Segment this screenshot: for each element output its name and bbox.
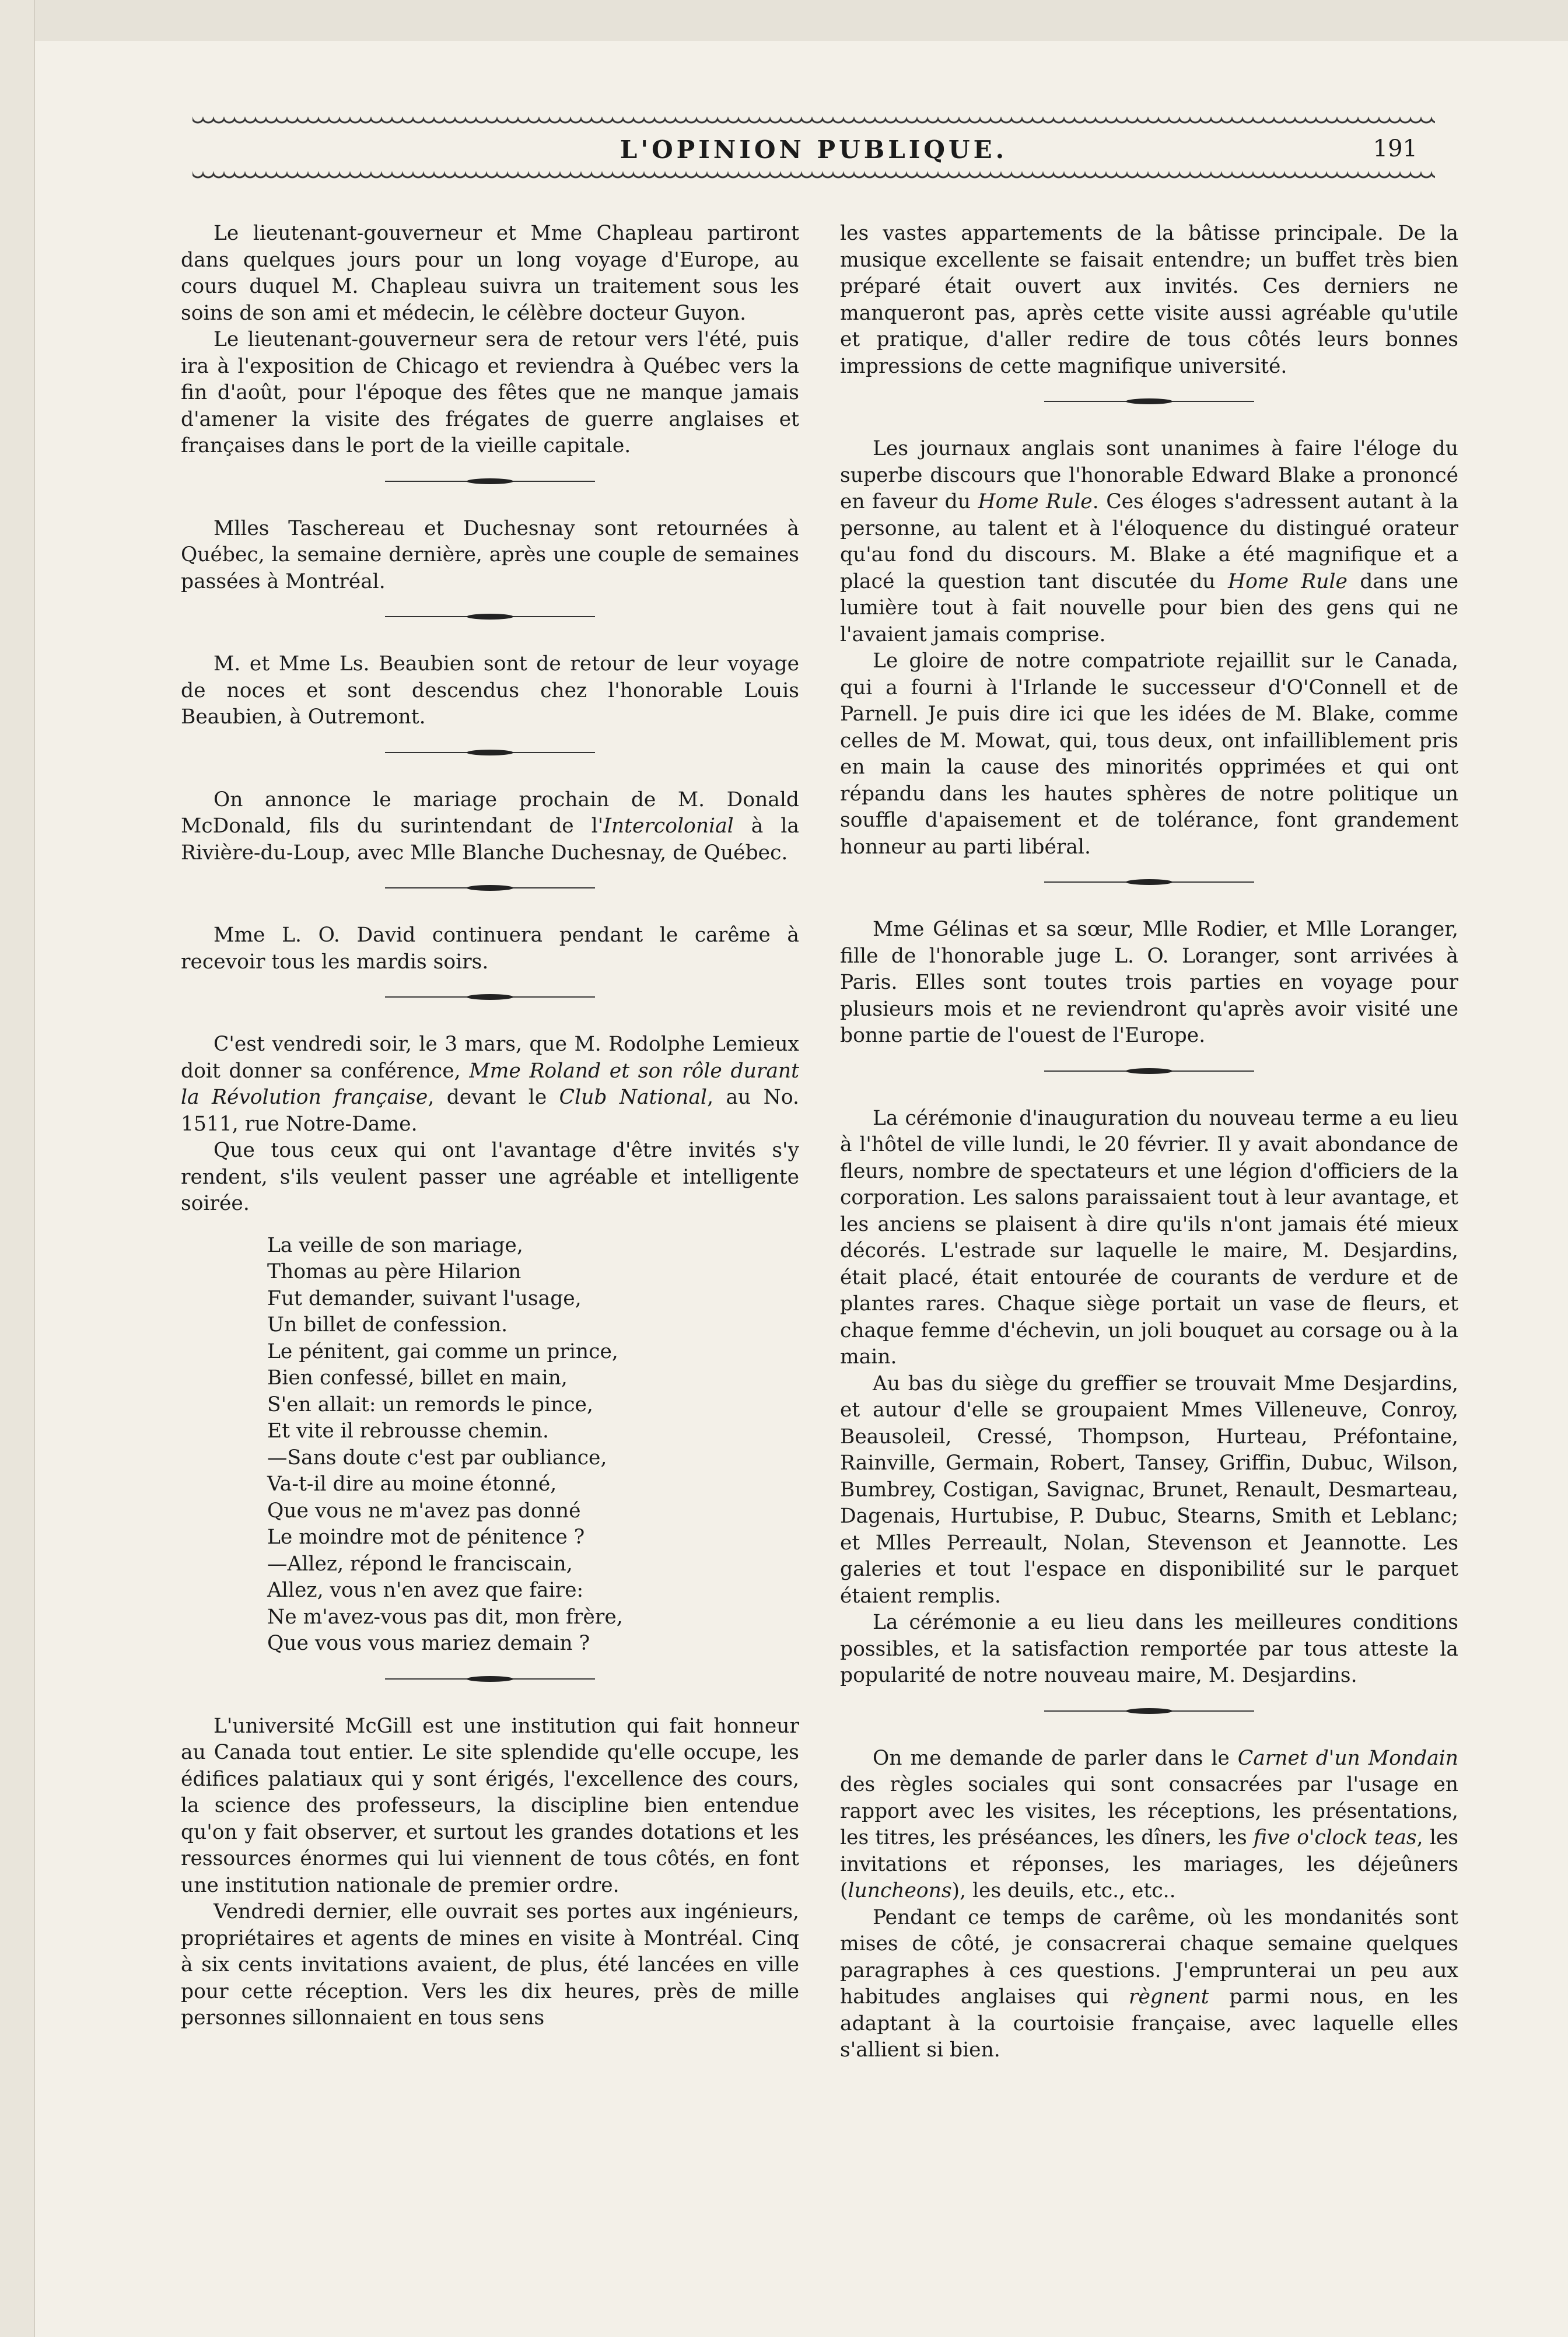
paragraph-mcgill-reception: Vendredi dernier, elle ouvrait ses portes aux ingénieurs, propriétaires et agents de mines en visite à Montréal. Cinq à six cents invitations avaient, de plus, été lancées en ville pour cette réception. Vers les dix heures, près de mille personnes sillonnaient en tous sens xyxy=(181,1900,799,2030)
paragraph-greffier: Au bas du siège du greffier se trouvait Mme Desjardins, et autour d'elle se groupaient Mmes Villeneuve, Conroy, Beausoleil, Cressé, Thompson, Hurteau, Préfontaine, Rainville, Germain, Robert, Tansey, Griffin, Dubuc, Wilson, Bumbrey, Costigan, Savignac, Brunet, Renault, Desmarteau, Dagenais, Hurtubise, P. Dubuc, Stearns, Smith et Leblanc; et Mlles Perreault, Nolan, Stevenson et Jeannotte. Les galeries et tout l'espace en disponibilité sur le parquet étaient remplis. xyxy=(840,1372,1458,1608)
paragraph-mcgill-suite: les vastes appartements de la bâtisse principale. De la musique excellente se faisait entendre; un buffet très bien préparé était ouvert aux invités. Ces derniers ne manqueront pas, après cette visite aussi agréable qu'utile et pratique, d'aller redire de tous côtés leurs bonnes impressions de cette magnifique université. xyxy=(840,222,1458,378)
poem-line: Allez, vous n'en avez que faire: xyxy=(267,1579,584,1602)
poem-line: Que vous ne m'avez pas donné xyxy=(267,1499,581,1523)
poem xyxy=(267,1233,799,1657)
poem-line: Bien confessé, billet en main, xyxy=(267,1366,568,1390)
paragraph-beaubien: M. et Mme Ls. Beaubien sont de retour de leur voyage de noces et sont descendus chez l'honorable Louis Beaubien, à Outremont. xyxy=(181,652,799,729)
paragraph-gelinas: Mme Gélinas et sa sœur, Mlle Rodier, et Mlle Loranger, fille de l'honorable juge L. O. Loranger, sont arrivées à Paris. Elles sont toutes trois parties en voyage pour plusieurs mois et ne reviendront qu'après avoir visité une bonne partie de l'ouest de l'Europe. xyxy=(840,918,1458,1047)
paragraph-mcgill: L'université McGill est une institution qui fait honneur au Canada tout entier. Le site splendide qu'elle occupe, les édifices palatiaux qui y sont érigés, l'excellence des cours, la science des professeurs, la discipline bien entendue qu'on y fait observer, et surtout les grandes dotations et les ressources énormes qui lui viennent de tous côtés, en font une institution nationale de premier ordre. xyxy=(181,1714,799,1897)
page-top-edge xyxy=(0,0,1568,41)
page-number: 191 xyxy=(1373,135,1418,162)
binding-margin xyxy=(0,0,35,2337)
right-column xyxy=(840,221,1458,2064)
section-separator xyxy=(1044,1066,1254,1076)
poem-line: Le pénitent, gai comme un prince, xyxy=(267,1339,618,1363)
header-bottom-rule xyxy=(192,172,1435,182)
paragraph-lemieux: C'est vendredi soir, le 3 mars, que M. Rodolphe Lemieux doit donner sa conférence, Mme Roland et son rôle durant la Révolution française, devant le Club National, au No. 1511, rue Notre-Dame. xyxy=(181,1033,799,1136)
paragraph-gloire: Le gloire de notre compatriote rejaillit sur le Canada, qui a fourni à l'Irlande le successeur d'O'Connell et de Parnell. Je puis dire ici que les idées de M. Blake, comme celles de M. Mowat, qui, tous deux, ont infailliblement pris en main la cause des minorités opprimées et qui ont répandu dans les hautes sphères de notre politique un souffle d'apaisement et de tolérance, font grandement honneur au parti libéral. xyxy=(840,649,1458,859)
paragraph-carnet: On me demande de parler dans le Carnet d'un Mondain des règles sociales qui sont consacrées par l'usage en rapport avec les visites, les réceptions, les présentations, les titres, les préséances, les dîners, les five o'clock teas, les invitations et réponses, les mariages, les déjeûners (luncheons), les deuils, etc., etc.. xyxy=(840,1746,1459,1902)
section-separator xyxy=(385,747,595,758)
paragraph-david: Mme L. O. David continuera pendant le carême à recevoir tous les mardis soirs. xyxy=(181,923,799,974)
poem-line: —Allez, répond le franciscain, xyxy=(267,1552,573,1576)
paragraph-invites: Que tous ceux qui ont l'avantage d'être invités s'y rendent, s'ils veulent passer une agréable et intelligente soirée. xyxy=(181,1139,799,1215)
poem-line: La veille de son mariage, xyxy=(267,1233,523,1257)
poem-line: Thomas au père Hilarion xyxy=(267,1260,522,1283)
section-separator xyxy=(1044,877,1254,887)
journal-title: L'OPINION PUBLIQUE. xyxy=(620,135,1008,164)
section-separator xyxy=(385,611,595,622)
paragraph-ceremonie-conclusion: La cérémonie a eu lieu dans les meilleures conditions possibles, et la satisfaction remportée par tous atteste la popularité de notre nouveau maire, M. Desjardins. xyxy=(840,1611,1458,1687)
section-separator xyxy=(385,476,595,487)
running-header xyxy=(192,117,1435,193)
poem-line: Un billet de confession. xyxy=(267,1313,508,1337)
poem-line: Fut demander, suivant l'usage, xyxy=(267,1286,582,1310)
paragraph-blake: Les journaux anglais sont unanimes à faire l'éloge du superbe discours que l'honorable Edward Blake a prononcé en faveur du Home Rule. Ces éloges s'adressent autant à la personne, au talent et à l'éloquence du distingué orateur qu'au fond du discours. M. Blake a été magnifique et a placé la question tant discutée du Home Rule dans une lumière tout à fait nouvelle pour bien des gens qui ne l'avaient jamais comprise. xyxy=(840,437,1459,646)
paragraph-chapleau-retour: Le lieutenant-gouverneur sera de retour vers l'été, puis ira à l'exposition de Chicago et reviendra à Québec vers la fin d'août, pour l'époque des fêtes que ne manque jamais d'amener la visite des frégates de guerre anglaises et françaises dans le port de la vieille capitale. xyxy=(181,328,799,457)
poem-line: Et vite il rebrousse chemin. xyxy=(267,1419,549,1443)
poem-line: Que vous vous mariez demain ? xyxy=(267,1632,590,1655)
poem-line: Ne m'avez-vous pas dit, mon frère, xyxy=(267,1605,623,1629)
paragraph-taschereau: Mlles Taschereau et Duchesnay sont retournées à Québec, la semaine dernière, après une couple de semaines passées à Montréal. xyxy=(181,516,799,593)
section-separator xyxy=(1044,1706,1254,1716)
section-separator xyxy=(385,1674,595,1684)
paragraph-ceremonie: La cérémonie d'inauguration du nouveau terme a eu lieu à l'hôtel de ville lundi, le 20 février. Il y avait abondance de fleurs, nombre de spectateurs et une légion d'officiers de la corporation. Les salons paraissaient tout à leur avantage, et les anciens se plaisent à dire qu'ils n'ont jamais été mieux décorés. L'estrade sur laquelle le maire, M. Desjardins, était placé, était entourée de courants de verdure et de plantes rares. Chaque siège portait un vase de fleurs, et chaque femme d'échevin, un joli bouquet au corsage ou à la main. xyxy=(840,1106,1458,1369)
poem-line: Va-t-il dire au moine étonné, xyxy=(267,1472,557,1496)
section-separator xyxy=(385,992,595,1002)
header-top-rule xyxy=(192,117,1435,127)
section-separator xyxy=(1044,396,1254,407)
poem-line: —Sans doute c'est par oubliance, xyxy=(267,1446,607,1470)
section-separator xyxy=(385,883,595,893)
poem-line: S'en allait: un remords le pince, xyxy=(267,1393,593,1416)
poem-line: Le moindre mot de pénitence ? xyxy=(267,1526,585,1549)
left-column xyxy=(181,221,799,2032)
paragraph-careme: Pendant ce temps de carême, où les mondanités sont mises de côté, je consacrerai chaque semaine quelques paragraphes à ces questions. J'emprunterai un peu aux habitudes anglaises qui règnent parmi nous, en les adaptant à la courtoisie française, avec laquelle elles s'allient si bien. xyxy=(840,1905,1458,2062)
paragraph-chapleau-voyage: Le lieutenant-gouverneur et Mme Chapleau partiront dans quelques jours pour un long voyage d'Europe, au cours duquel M. Chapleau suivra un traitement sous les soins de son ami et médecin, le célèbre docteur Guyon. xyxy=(181,222,799,325)
paragraph-mariage-mcdonald: On annonce le mariage prochain de M. Donald McDonald, fils du surintendant de l'Intercolonial à la Rivière-du-Loup, avec Mlle Blanche Duchesnay, de Québec. xyxy=(181,788,799,865)
